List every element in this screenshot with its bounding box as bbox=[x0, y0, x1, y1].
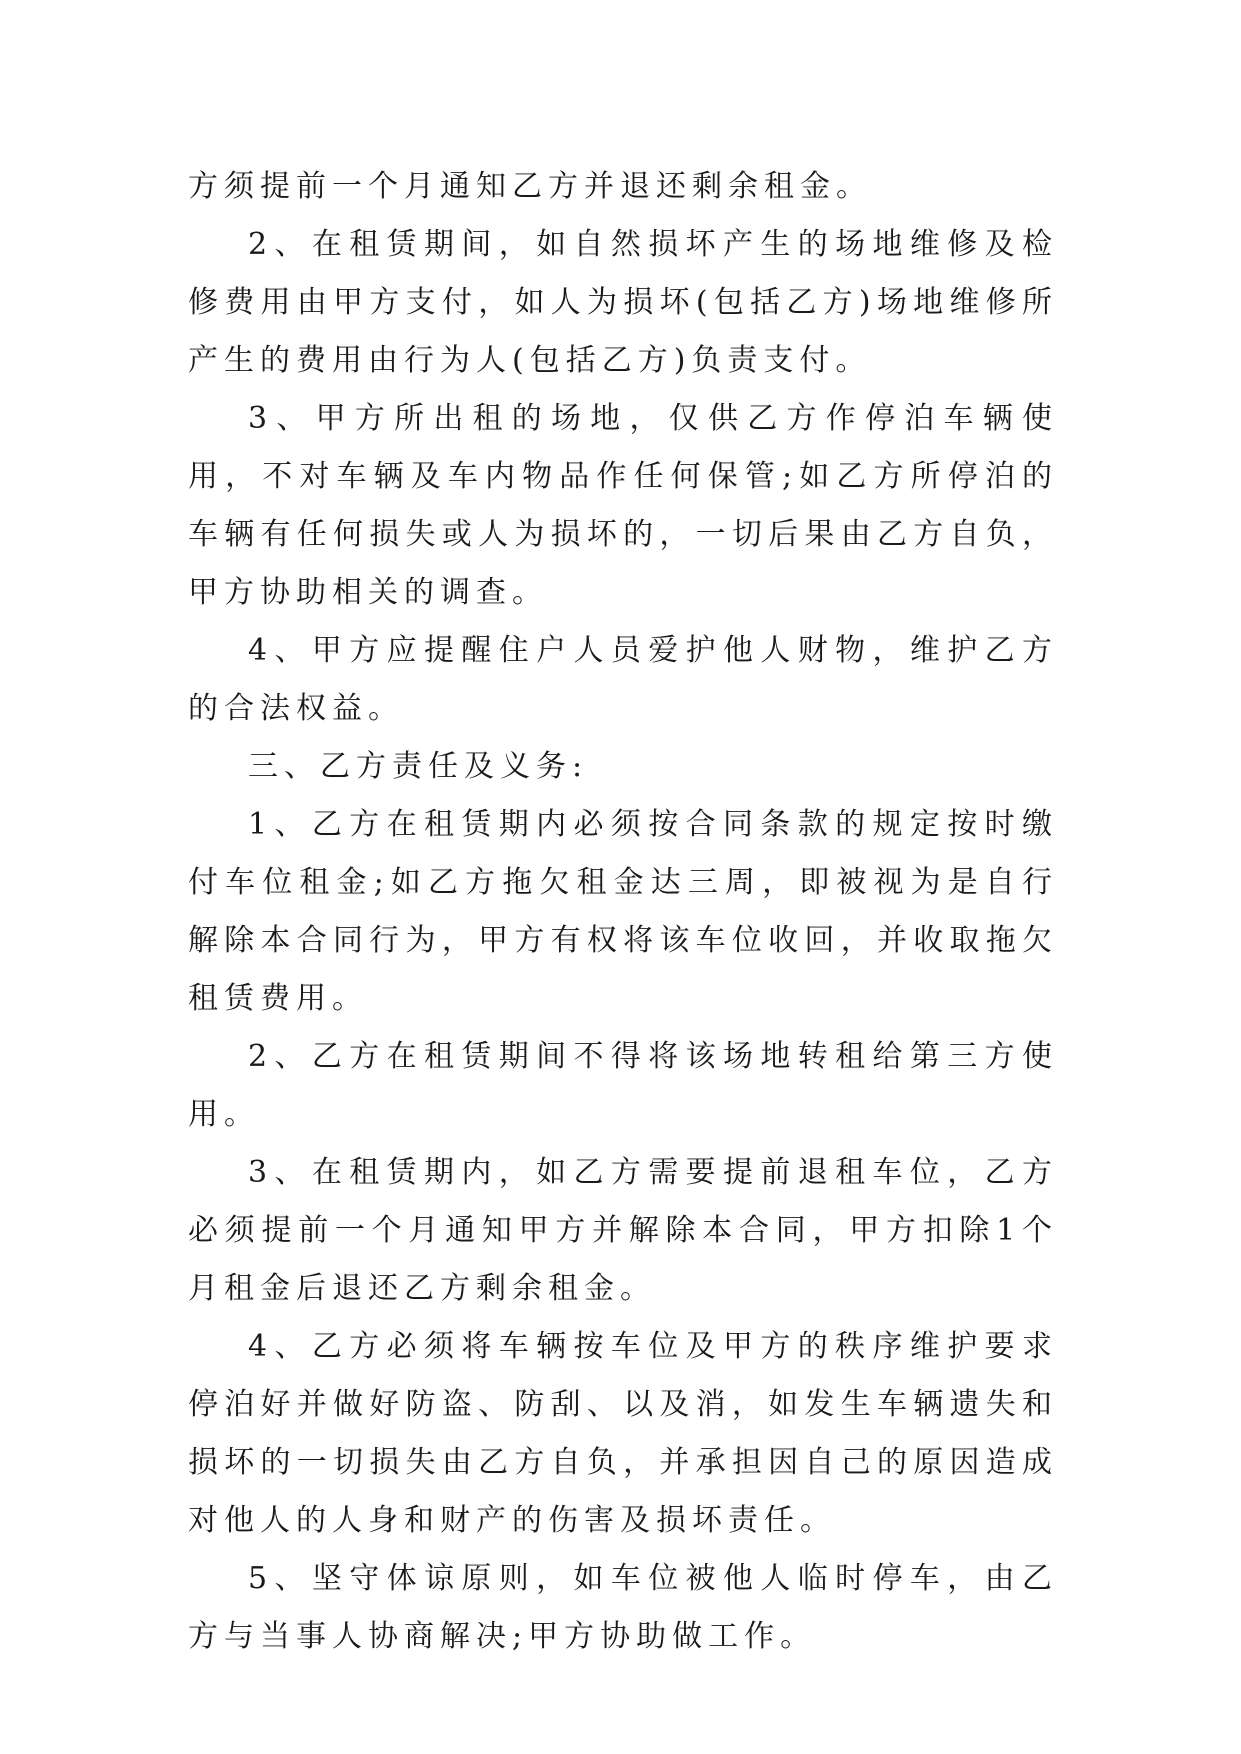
paragraph-clause-2-repair-costs: 2、在租赁期间，如自然损坏产生的场地维修及检修费用由甲方支付，如人为损坏(包括乙方)场地维修所产生的费用由行为人(包括乙方)负责支付。 bbox=[188, 227, 1058, 378]
document-body bbox=[188, 158, 1058, 1666]
paragraph-b-clause-2-no-sublet: 2、乙方在租赁期间不得将该场地转租给第三方使用。 bbox=[188, 1039, 1058, 1132]
paragraph-b-clause-4-vehicle-safety: 4、乙方必须将车辆按车位及甲方的秩序维护要求停泊好并做好防盗、防刮、以及消，如发生车辆遗失和损坏的一切损失由乙方自负，并承担因自己的原因造成对他人的人身和财产的伤害及损坏责任。 bbox=[188, 1329, 1058, 1538]
paragraph-b-clause-1-rent-payment: 1、乙方在租赁期内必须按合同条款的规定按时缴付车位租金;如乙方拖欠租金达三周，即被视为是自行解除本合同行为，甲方有权将该车位收回，并收取拖欠租赁费用。 bbox=[188, 807, 1058, 1016]
paragraph-continuation: 方须提前一个月通知乙方并退还剩余租金。 bbox=[188, 169, 872, 204]
paragraph-clause-3-parking-use: 3、甲方所出租的场地，仅供乙方作停泊车辆使用，不对车辆及车内物品作任何保管;如乙方所停泊的车辆有任何损失或人为损坏的，一切后果由乙方自负，甲方协助相关的调查。 bbox=[188, 401, 1058, 610]
section-heading-party-b-duties: 三、乙方责任及义务: bbox=[248, 749, 589, 784]
paragraph-clause-4-resident-reminder: 4、甲方应提醒住户人员爱护他人财物，维护乙方的合法权益。 bbox=[188, 633, 1058, 726]
paragraph-b-clause-5-mutual-understanding: 5、坚守体谅原则，如车位被他人临时停车，由乙方与当事人协商解决;甲方协助做工作。 bbox=[188, 1561, 1058, 1654]
paragraph-b-clause-3-early-termination: 3、在租赁期内，如乙方需要提前退租车位，乙方必须提前一个月通知甲方并解除本合同，甲方扣除1个月租金后退还乙方剩余租金。 bbox=[188, 1155, 1058, 1306]
